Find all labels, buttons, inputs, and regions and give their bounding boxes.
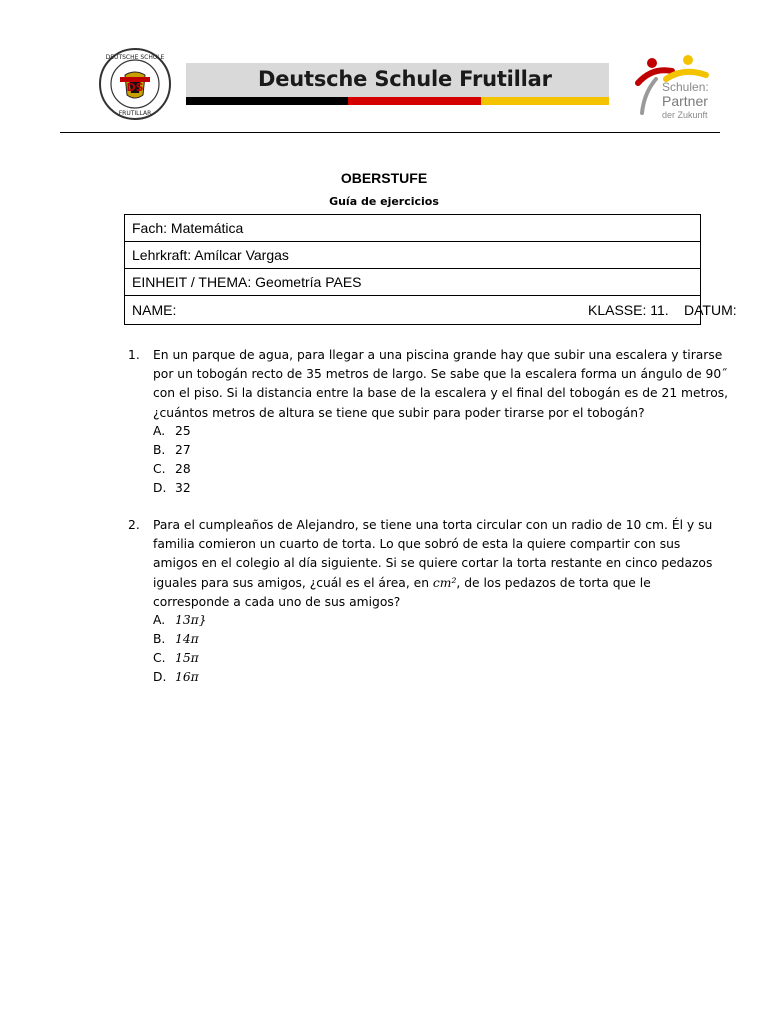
option-text: 32 <box>175 481 191 495</box>
pasch-label-line3: der Zukunft <box>662 110 708 120</box>
flag-stripe-gold <box>481 97 609 105</box>
svg-text:FRUTILLAR: FRUTILLAR <box>118 110 152 117</box>
option-letter: C. <box>153 462 166 476</box>
option-text: 16π <box>175 670 199 684</box>
option-text: 15π <box>175 651 199 665</box>
option-letter: A. <box>153 424 166 438</box>
stem-line: por un tobogán recto de 35 metros de largo. Se sabe que la escalera forma un ángulo de 90˝ <box>153 367 728 382</box>
stem-line-head: iguales para sus amigos, ¿cuál es el área, en <box>153 575 433 590</box>
flag-stripe-red <box>348 97 481 105</box>
option-d <box>153 479 191 498</box>
option-d <box>153 668 199 687</box>
stem-line: ¿cuántos metros de altura se tiene que subir para poder tirarse por el tobogán? <box>153 405 645 420</box>
info-row-lehrkraft <box>125 242 701 269</box>
page-subtitle: Guía de ejercicios <box>329 195 439 208</box>
document-header <box>0 0 768 140</box>
svg-text:DEUTSCHE SCHULE: DEUTSCHE SCHULE <box>105 54 165 61</box>
datum-label: DATUM: <box>684 302 737 318</box>
info-row-name <box>125 296 701 325</box>
option-text: 27 <box>175 443 191 457</box>
lehrkraft-cell: Lehrkraft: Amílcar Vargas <box>125 242 701 269</box>
question-stem <box>153 516 745 612</box>
stem-line: familia comieron un cuarto de torta. Lo que sobró de esta la quiere compartir con sus <box>153 537 681 552</box>
page-title: OBERSTUFE <box>340 170 428 186</box>
option-text: 13π} <box>175 613 207 627</box>
option-letter: D. <box>153 481 167 495</box>
school-name: Deutsche Schule Frutillar <box>258 67 552 91</box>
stem-line: Para el cumpleaños de Alejandro, se tiene una torta circular con un radio de 10 cm. Él y su <box>153 518 713 532</box>
name-label: NAME: <box>132 302 177 318</box>
option-a <box>153 422 191 441</box>
option-text: 14π <box>175 632 199 646</box>
question-stem <box>153 346 745 423</box>
pasch-label-line2: Partner <box>662 93 708 109</box>
header-divider <box>60 132 720 133</box>
option-a <box>153 611 207 630</box>
info-table <box>124 214 737 325</box>
stem-line: En un parque de agua, para llegar a una piscina grande hay que subir una escalera y tirarse <box>153 348 723 362</box>
option-letter: A. <box>153 613 166 627</box>
option-letter: D. <box>153 670 167 684</box>
info-row-einheit <box>125 269 701 296</box>
stem-line: corresponde a cada uno de sus amigos? <box>153 594 401 609</box>
flag-stripe-black <box>186 97 348 105</box>
option-letter: C. <box>153 651 166 665</box>
option-b <box>153 441 191 460</box>
stem-line: amigos en el colegio al día siguiente. Si se quiere cortar la torta restante en cinco pedazos <box>153 556 713 571</box>
question-number: 1. <box>128 348 140 362</box>
option-text: 25 <box>175 424 191 438</box>
stem-line: con el piso. Si la distancia entre la base de la escalera y el final del tobogán es de 21 metros, <box>153 386 729 401</box>
info-row-fach <box>125 215 701 242</box>
question-number: 2. <box>128 518 140 532</box>
option-letter: B. <box>153 443 166 457</box>
option-c <box>153 460 191 479</box>
fach-cell: Fach: Matemática <box>125 215 701 242</box>
name-cell <box>125 296 737 325</box>
unit-math: cm² <box>432 575 457 590</box>
option-letter: B. <box>153 632 166 646</box>
svg-text:DS: DS <box>126 81 144 94</box>
einheit-cell: EINHEIT / THEMA: Geometría PAES <box>125 269 701 296</box>
klasse-label: KLASSE: 11. <box>588 302 669 318</box>
option-c <box>153 649 199 668</box>
stem-line <box>153 574 745 593</box>
option-b <box>153 630 199 649</box>
pasch-label-line1: Schulen: <box>662 80 709 94</box>
stem-line-tail: , de los pedazos de torta que le <box>456 575 651 590</box>
school-seal-logo <box>98 47 172 121</box>
option-text: 28 <box>175 462 191 476</box>
